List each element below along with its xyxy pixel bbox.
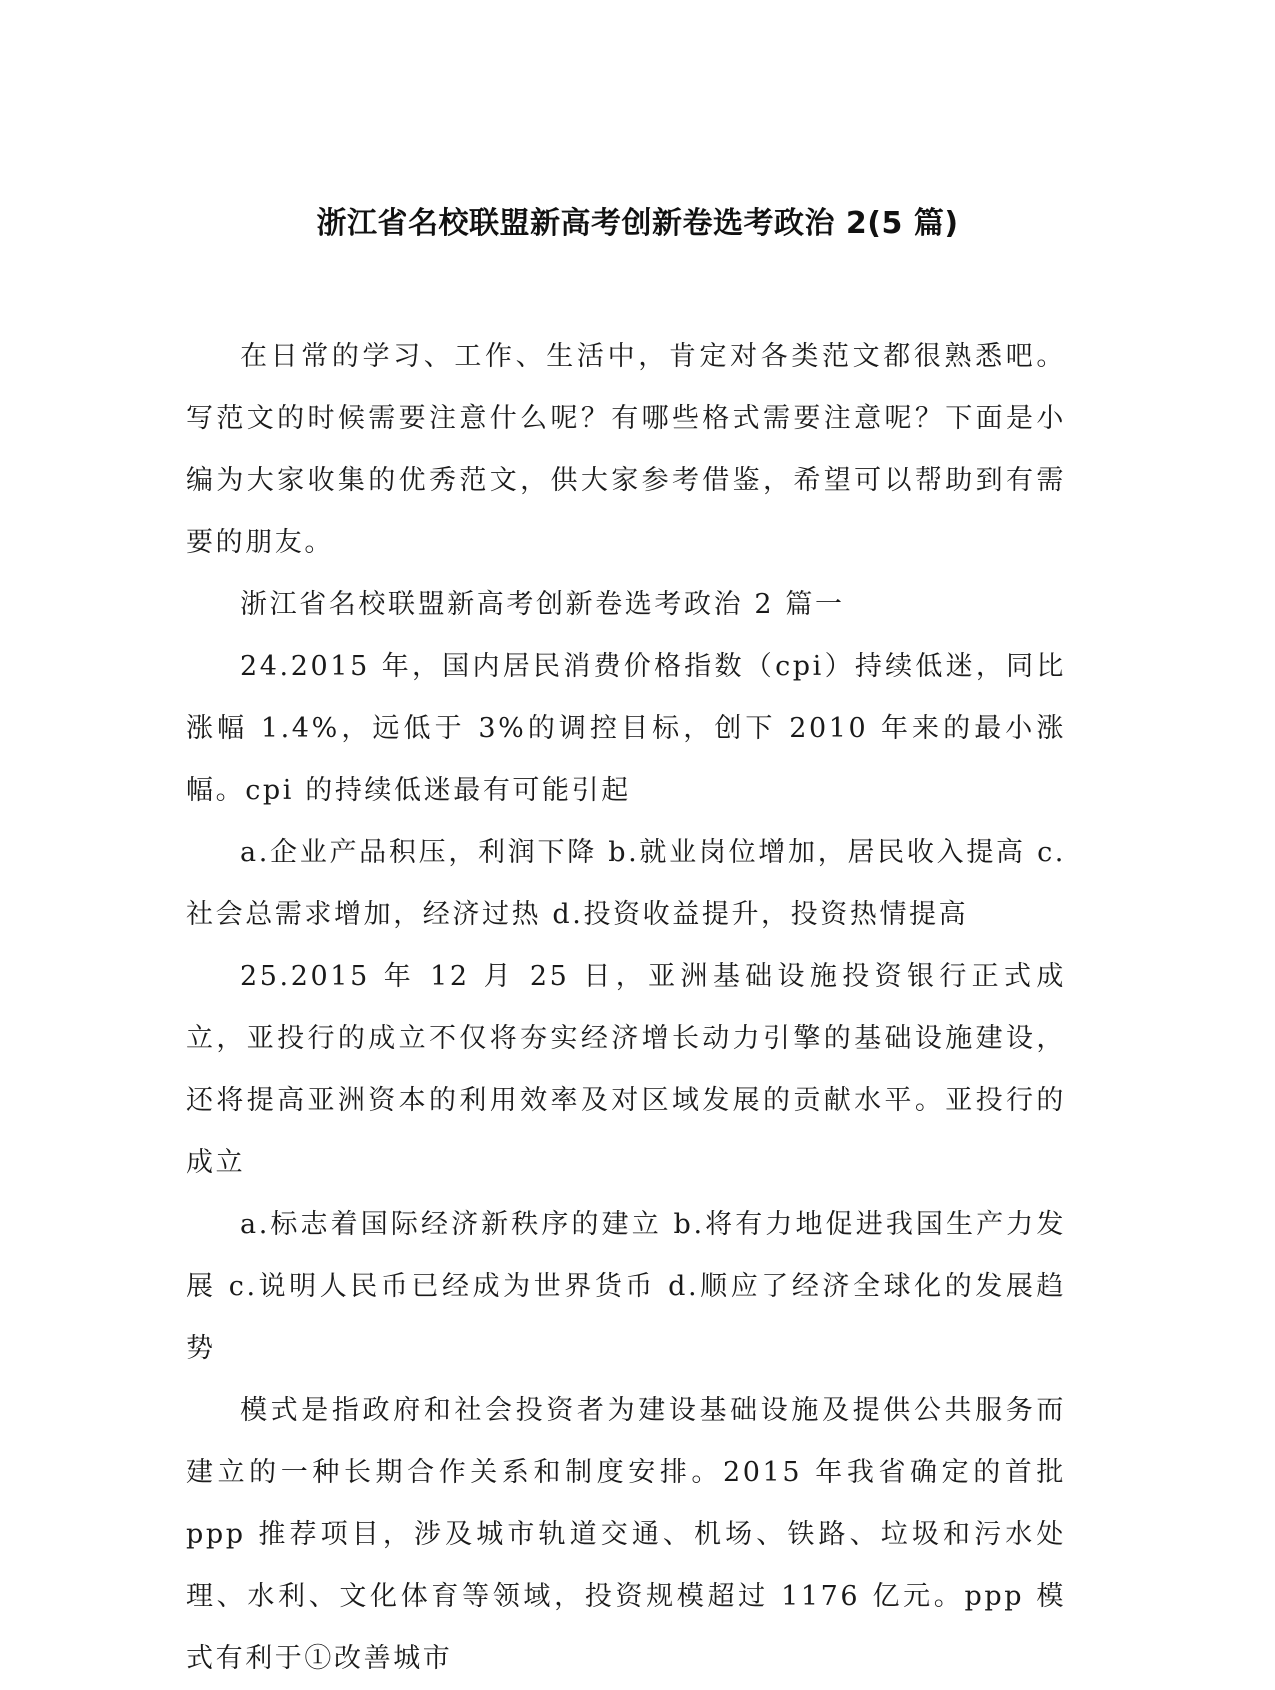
question-24-options: a.企业产品积压，利润下降 b.就业岗位增加，居民收入提高 c.社会总需求增加，经济过热 d.投资收益提升，投资热情提高 (186, 837, 1066, 930)
document-body (186, 326, 1066, 1690)
question-24: 24.2015 年，国内居民消费价格指数（cpi）持续低迷，同比涨幅 1.4%，远低于 3%的调控目标，创下 2010 年来的最小涨幅。cpi 的持续低迷最有可能引起 (186, 651, 1066, 806)
question-25-options: a.标志着国际经济新秩序的建立 b.将有力地促进我国生产力发展 c.说明人民币已经成为世界货币 d.顺应了经济全球化的发展趋势 (186, 1209, 1066, 1364)
document-title: 浙江省名校联盟新高考创新卷选考政治 2(5 篇) (316, 206, 959, 241)
ppp-paragraph: 模式是指政府和社会投资者为建设基础设施及提供公共服务而建立的一种长期合作关系和制度安排。2015 年我省确定的首批 ppp 推荐项目，涉及城市轨道交通、机场、铁路、垃圾和污水处理、水利、文化体育等领域，投资规模超过 1176 亿元。ppp 模式有利于①改善城市 (186, 1395, 1066, 1674)
intro-paragraph: 在日常的学习、工作、生活中，肯定对各类范文都很熟悉吧。写范文的时候需要注意什么呢？有哪些格式需要注意呢？下面是小编为大家收集的优秀范文，供大家参考借鉴，希望可以帮助到有需要的朋友。 (186, 341, 1066, 558)
question-25: 25.2015 年 12 月 25 日，亚洲基础设施投资银行正式成立，亚投行的成立不仅将夯实经济增长动力引擎的基础设施建设，还将提高亚洲资本的利用效率及对区域发展的贡献水平。亚投行的成立 (186, 961, 1066, 1178)
section-heading: 浙江省名校联盟新高考创新卷选考政治 2 篇一 (240, 589, 845, 620)
